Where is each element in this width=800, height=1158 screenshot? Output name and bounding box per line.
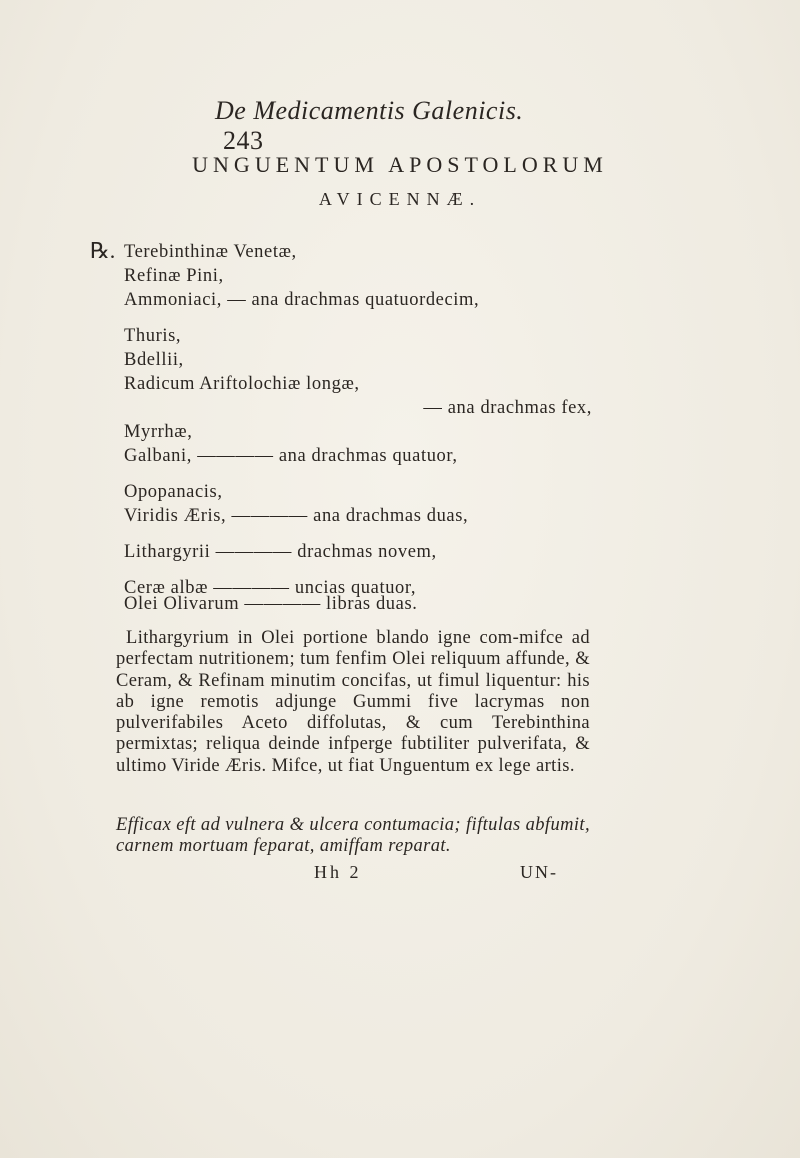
ingredient-line: Galbani, ———— ana drachmas quatuor, — [124, 446, 458, 466]
ingredient-line: Bdellii, — [124, 350, 184, 370]
running-title: De Medicamentis Galenicis. — [215, 96, 524, 125]
running-header — [215, 96, 575, 156]
signature-mark: Hh 2 — [314, 862, 362, 882]
recipe-subtitle: AVICENNÆ. — [318, 189, 482, 209]
ingredient-line: Refinæ Pini, — [124, 266, 224, 286]
recipe-title: UNGUENTUM APOSTOLORUM — [192, 152, 608, 177]
ingredient-line: Ceræ albæ ———— uncias quatuor, — [124, 578, 417, 598]
catchword: UN- — [520, 862, 558, 882]
page-number: 243 — [223, 126, 264, 155]
ingredient-line: Ammoniaci, — ana drachmas quatuordecim, — [124, 290, 480, 310]
ingredient-line: Lithargyrii ———— drachmas novem, — [124, 542, 437, 562]
ingredient-line: Radicum Ariftolochiæ longæ, — [124, 374, 360, 394]
preparation-paragraph: Lithargyrium in Olei portione blando igne com-mifce ad perfectam nutritionem; tum fenfim Olei reliquum affunde, & Ceram, & Refinam minutim concifas, ut fimul liquentur: his ab igne remotis adjunge Gummi five lacrymas non pulverifabiles Aceto diffolutas, & cum Terebinthina permixtas; reliqua deinde infperge fubtiliter pulverifata, & ultimo Viride Æris. Mifce, ut fiat Unguentum ex lege artis. — [116, 628, 590, 776]
recipe-symbol: ℞. — [90, 238, 116, 263]
ingredient-line: Olei Olivarum ———— libras duas. — [124, 594, 418, 614]
efficacy-paragraph: Efficax eft ad vulnera & ulcera contumacia; fiftulas abfumit, carnem mortuam feparat, amiffam reparat. — [116, 815, 590, 856]
ingredient-line: Viridis Æris, ———— ana drachmas duas, — [124, 506, 469, 526]
ingredient-line: Opopanacis, — [124, 482, 223, 502]
ingredient-line: Myrrhæ, — [124, 422, 193, 442]
ingredient-line: Thuris, — [124, 326, 182, 346]
ingredient-line: — ana drachmas fex, — [423, 398, 592, 418]
ingredient-line: Terebinthinæ Venetæ, — [124, 242, 297, 262]
